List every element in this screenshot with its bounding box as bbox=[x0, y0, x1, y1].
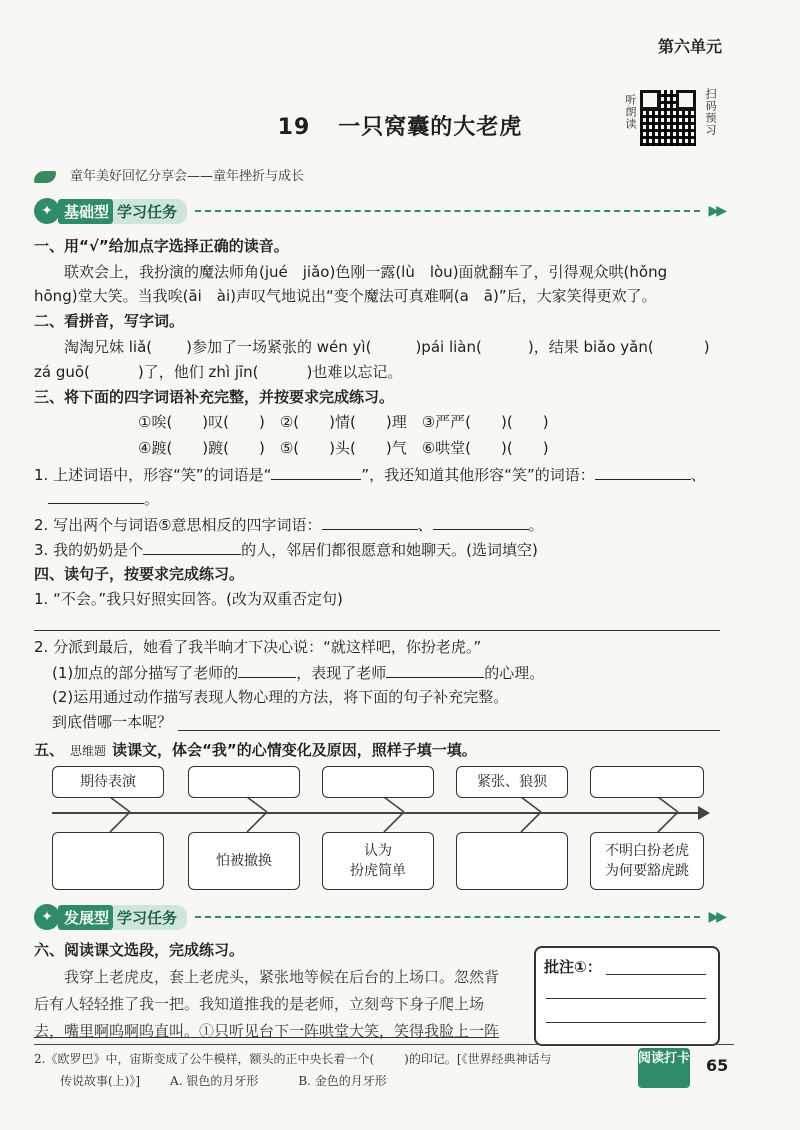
q6-title: 六、阅读课文选段，完成练习。 bbox=[34, 941, 245, 959]
footer-source: 传说故事(上)》] bbox=[60, 1074, 141, 1088]
reason-box-1[interactable] bbox=[52, 832, 164, 890]
q3-text: 3. 我的奶奶是个 bbox=[34, 541, 144, 559]
lesson-number: 19 bbox=[277, 115, 311, 140]
q1-line-1: 联欢会上，我扮演的魔法师角(jué jiǎo)色刚一露(lù lòu)面就翻车了，引得观众哄(hǒng bbox=[64, 263, 668, 281]
q4-sub-1: 1. “不会。”我只好照实回答。(改为双重否定句) bbox=[34, 590, 343, 608]
q2-text: )参加了一场紧张的 wén yì( bbox=[186, 338, 372, 356]
mood-box-4[interactable]: 紧张、狼狈 bbox=[456, 766, 568, 798]
q4-title: 四、读句子，按要求完成练习。 bbox=[34, 565, 245, 583]
q4-sub-2: 2. 分派到最后，她看了我半晌才下决心说：“就这样吧，你扮老虎。” bbox=[34, 638, 482, 656]
q3-idiom-row-1: ①唉( )叹( ) ②( )情( )理 ③严严( )( ) bbox=[138, 413, 549, 431]
section-develop-tag2: 学习任务 bbox=[113, 905, 187, 930]
footer-text: )的印记。[《世界经典神话与 bbox=[404, 1052, 552, 1066]
footer-question-line-2 bbox=[60, 1072, 387, 1089]
page-number: 65 bbox=[706, 1056, 729, 1075]
q3-text: ”，我还知道其他形容“笑”的词语： bbox=[361, 466, 595, 484]
lightbulb-icon: ✦ bbox=[34, 198, 60, 224]
mood-box-1[interactable]: 期待表演 bbox=[52, 766, 164, 798]
q2-text: )，结果 biǎo yǎn( bbox=[527, 338, 654, 356]
reason-box-4[interactable] bbox=[456, 832, 568, 890]
reason-box-3[interactable]: 认为 扮虎简单 bbox=[322, 832, 434, 890]
reason-box-5[interactable]: 不明白扮老虎 为何要豁虎跳 bbox=[590, 832, 704, 890]
footer-text: 2.《欧罗巴》中，宙斯变成了公牛模样，额头的正中央长着一个( bbox=[34, 1052, 375, 1066]
q2-title: 二、看拼音，写字词。 bbox=[34, 312, 185, 330]
q5-instruction: 读课文，体会“我”的心情变化及原因，照样子填一填。 bbox=[112, 741, 477, 759]
q3-text: 、 bbox=[417, 516, 433, 534]
q3-text: 2. 写出两个与词语⑤意思相反的四字词语： bbox=[34, 516, 322, 534]
q3-text: 。 bbox=[528, 516, 544, 534]
lightbulb-icon: ✦ bbox=[34, 904, 60, 930]
q2-text: zá guō( bbox=[34, 363, 90, 381]
passage-line-2: 后有人轻轻推了我一把。我知道推我的是老师，立刻弯下身子爬上场 bbox=[34, 995, 485, 1013]
annotation-label: 批注①： bbox=[544, 958, 602, 976]
section-basic-tag2: 学习任务 bbox=[113, 199, 187, 224]
q3-text: 的人，邻居们都很愿意和她聊天。(选词填空) bbox=[241, 541, 538, 559]
q3-text: 1. 上述词语中，形容“笑”的词语是“ bbox=[34, 466, 272, 484]
section-basic-tag: 基础型 bbox=[58, 199, 113, 224]
mood-box-2[interactable] bbox=[188, 766, 300, 798]
q5-thinking-tag: 思维题 bbox=[70, 744, 107, 758]
section-develop-header bbox=[34, 904, 724, 930]
footer-question-line-1 bbox=[34, 1050, 552, 1067]
q4-text: ，表现了老师 bbox=[296, 664, 387, 682]
q4-sub-2-2: (2)运用通过动作描写表现人物心理的方法，将下面的句子补充完整。 bbox=[52, 688, 509, 706]
reading-checkin-badge[interactable]: 阅读打卡 bbox=[638, 1048, 690, 1088]
footer-option-b[interactable]: B. 金色的月牙形 bbox=[298, 1074, 387, 1088]
unit-label: 第六单元 bbox=[657, 37, 722, 56]
q4-text: (1)加点的部分描写了老师的 bbox=[52, 664, 239, 682]
q3-idiom-row-2: ④踱( )踱( ) ⑤( )头( )气 ⑥哄堂( )( ) bbox=[138, 439, 549, 457]
q2-text: ) bbox=[703, 338, 710, 356]
section-divider bbox=[195, 916, 700, 918]
q5-number: 五、 bbox=[34, 741, 65, 759]
q2-text: )了，他们 zhì jīn( bbox=[137, 363, 259, 381]
passage-line-1: 我穿上老虎皮，套上老虎头，紧张地等候在后台的上场口。忽然背 bbox=[64, 968, 500, 986]
passage-line-3: 去，嘴里啊呜啊呜直叫。①只听见台下一阵哄堂大笑，笑得我脸上一阵 bbox=[34, 1022, 500, 1040]
q2-text: )pái liàn( bbox=[415, 338, 482, 356]
q4-sub-2-3: 到底借哪一本呢？ bbox=[52, 713, 173, 731]
q3-text: 。 bbox=[144, 490, 160, 508]
q1-title: 一、用“√”给加点字选择正确的读音。 bbox=[34, 237, 289, 255]
qr-right-text: 扫码预习 bbox=[704, 88, 717, 136]
q1-line-2: hōng)堂大笑。当我唉(āi ài)声叹气地说出“变个魔法可真难啊(a ā)”后，大家笑得更欢了。 bbox=[34, 287, 657, 305]
mood-box-3[interactable] bbox=[322, 766, 434, 798]
lesson-name: 一只窝囊的大老虎 bbox=[338, 115, 523, 140]
annotation-line[interactable] bbox=[606, 974, 706, 975]
footer-divider bbox=[34, 1044, 734, 1045]
q2-text: )也难以忘记。 bbox=[306, 363, 403, 381]
theme-banner-text: 童年美好回忆分享会——童年挫折与成长 bbox=[70, 169, 305, 184]
q2-text: 淘淘兄妹 liǎ( bbox=[64, 338, 153, 356]
annotation-line[interactable] bbox=[546, 998, 706, 999]
section-develop-tag: 发展型 bbox=[58, 905, 113, 930]
q3-text: 、 bbox=[690, 466, 706, 484]
mood-box-5[interactable] bbox=[590, 766, 704, 798]
reason-box-2[interactable]: 怕被撤换 bbox=[188, 832, 300, 890]
footer-option-a[interactable]: A. 银色的月牙形 bbox=[170, 1074, 259, 1088]
qr-left-text: 听朗读 bbox=[624, 94, 637, 130]
q4-text: 的心理。 bbox=[484, 664, 545, 682]
double-arrow-icon: ▶▶ bbox=[708, 203, 724, 219]
double-arrow-icon: ▶▶ bbox=[708, 909, 724, 925]
q3-title: 三、将下面的四字词语补充完整，并按要求完成练习。 bbox=[34, 388, 395, 406]
annotation-line[interactable] bbox=[546, 1022, 706, 1023]
